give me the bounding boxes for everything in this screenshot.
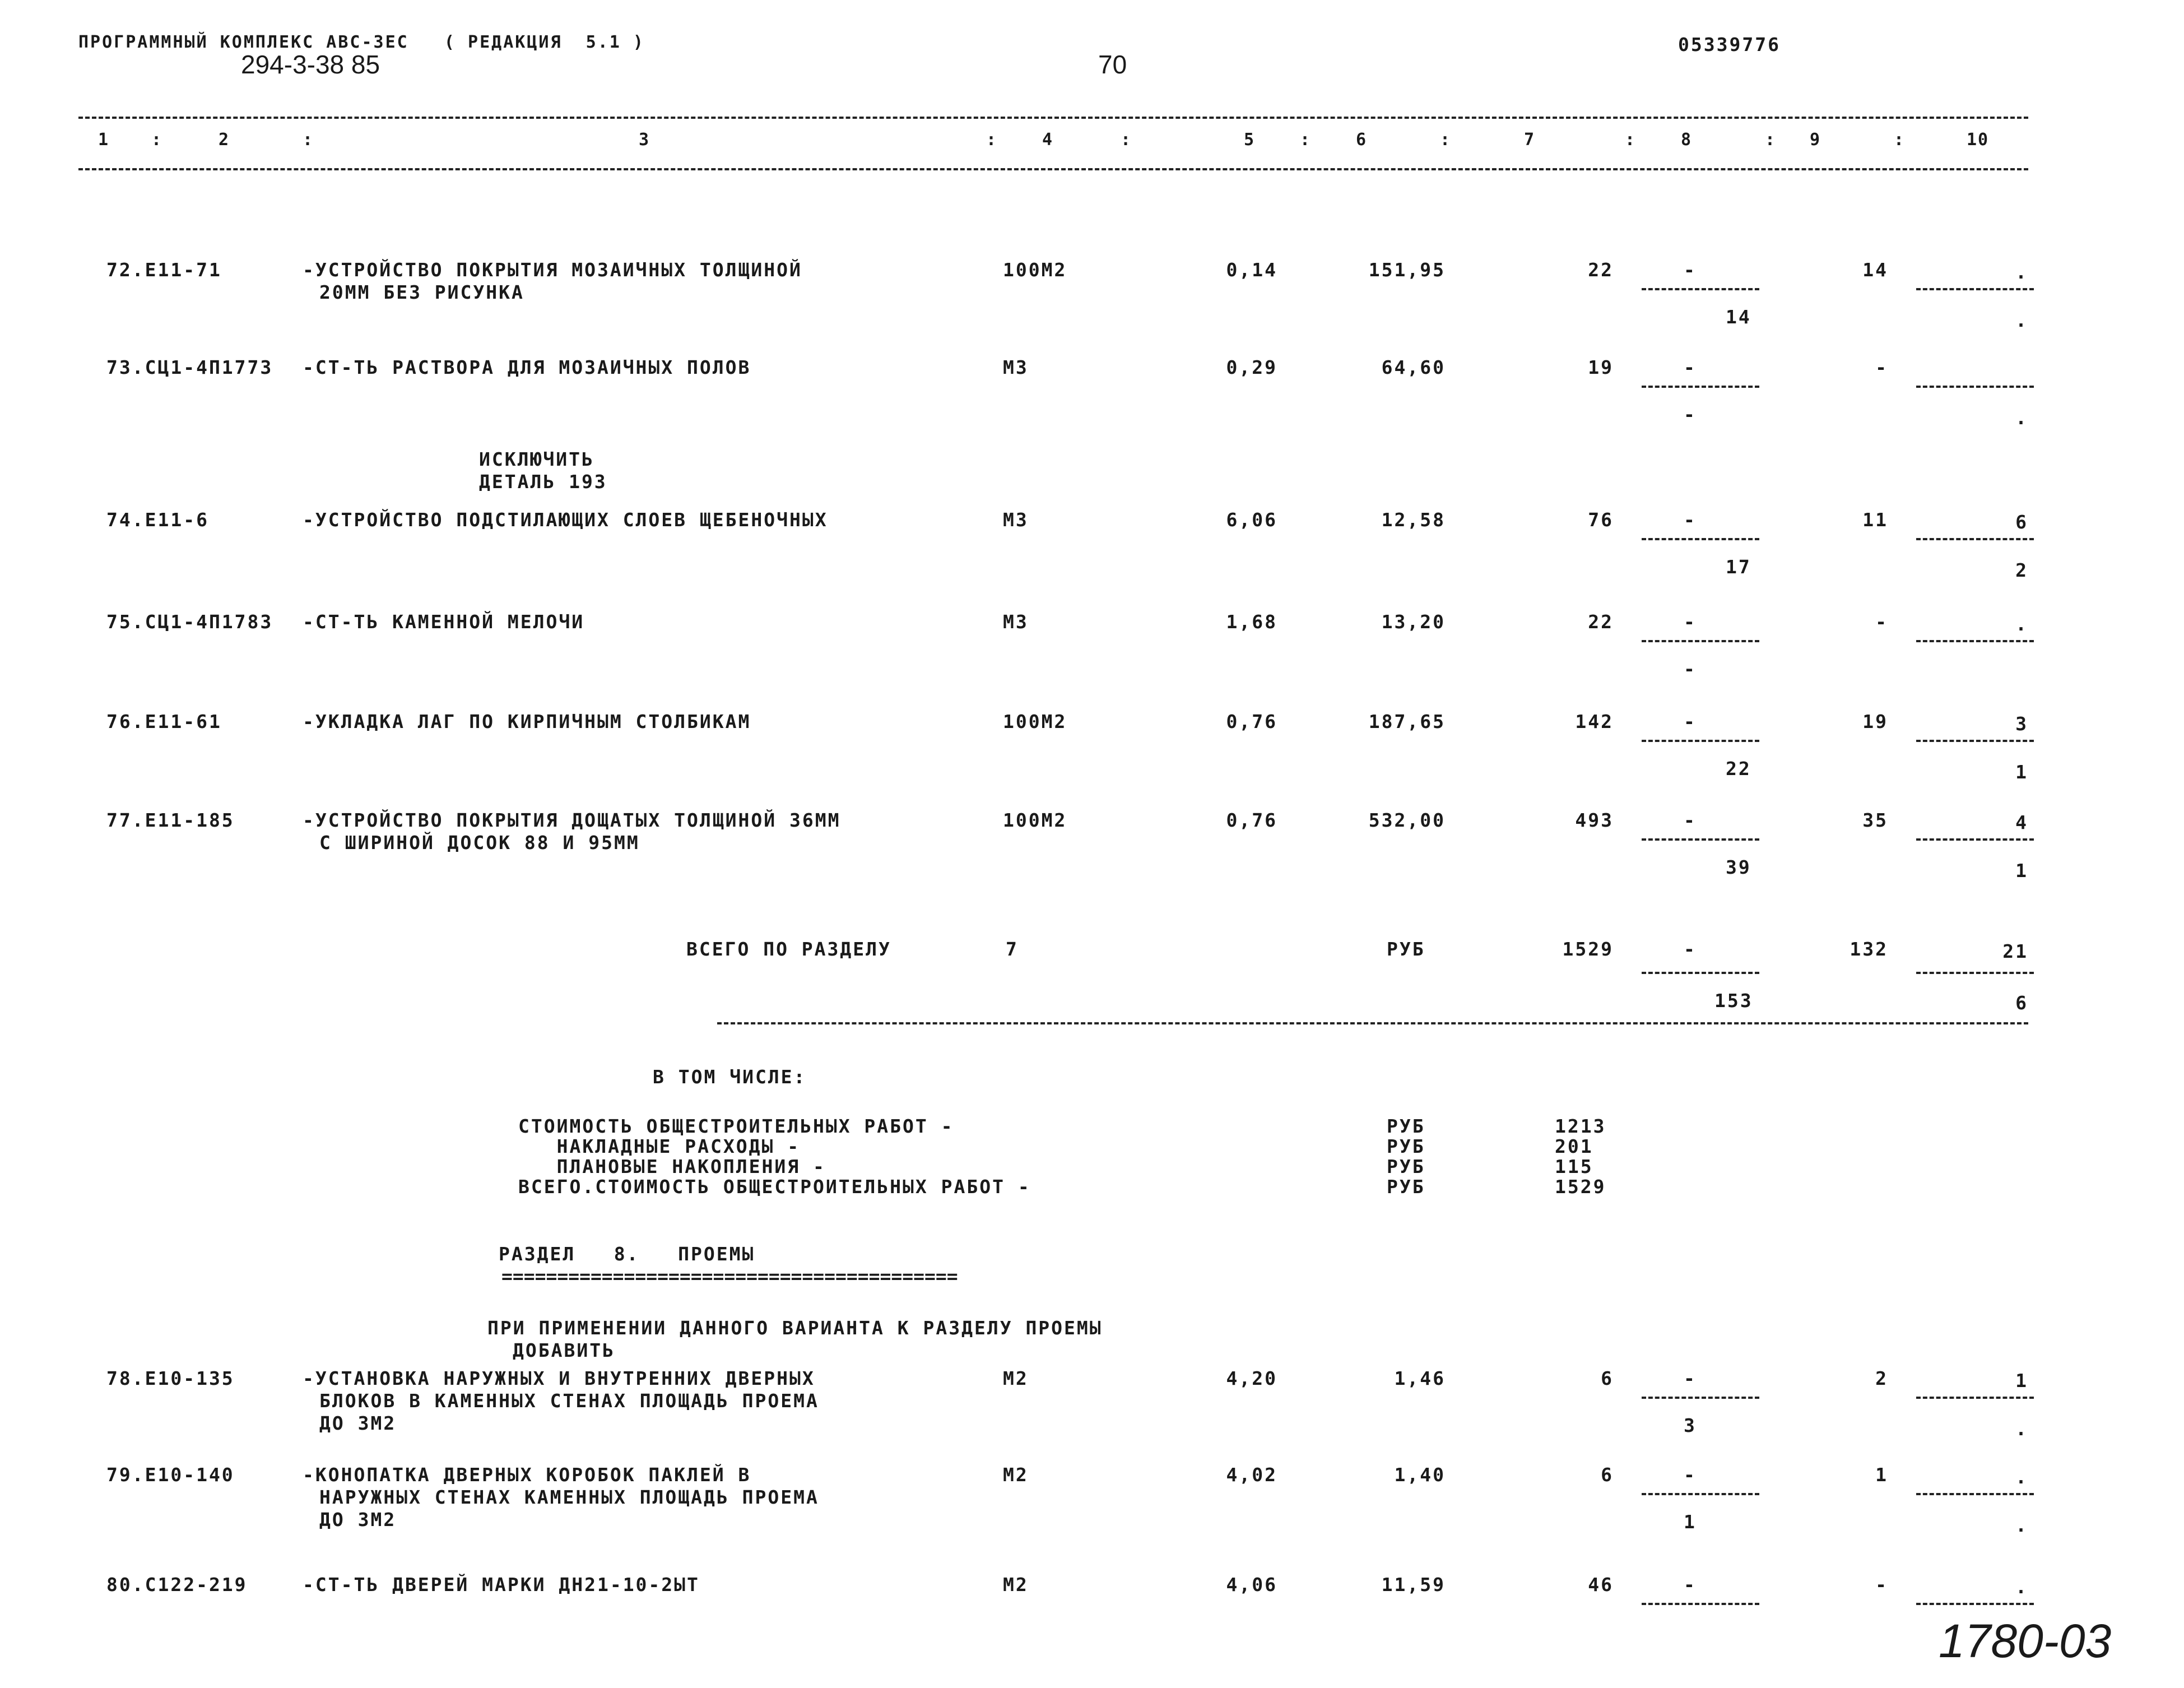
- column-header-1: 1: [98, 130, 110, 150]
- header-rule-top: [78, 117, 2028, 119]
- row-col10-bottom: 2: [2015, 559, 2028, 581]
- row-col9: 19: [1862, 711, 1888, 732]
- row-code: 72.Е11-71: [106, 259, 222, 281]
- including-item-unit: РУБ: [1387, 1156, 1425, 1177]
- row-quantity: 0,14: [1226, 259, 1277, 281]
- row-col8-top: -: [1684, 1464, 1697, 1486]
- row-col10-bottom: 1: [2015, 761, 2028, 783]
- row-description: НАРУЖНЫХ СТЕНАХ КАМЕННЫХ ПЛОЩАДЬ ПРОЕМА: [319, 1486, 819, 1508]
- row-total: 493: [1575, 809, 1614, 831]
- column-header-4: 4: [1042, 130, 1054, 150]
- row-col10-rule: [1916, 1603, 2034, 1605]
- row-unit: М2: [1003, 1574, 1029, 1596]
- including-item-label: СТОИМОСТЬ ОБЩЕСТРОИТЕЛЬНЫХ РАБОТ -: [518, 1115, 954, 1137]
- row-col8-top: -: [1684, 1574, 1697, 1596]
- including-item-unit: РУБ: [1387, 1115, 1425, 1137]
- column-separator: :: [1440, 130, 1452, 150]
- row-col10-bottom: .: [2015, 309, 2028, 331]
- row-col8-rule: [1642, 1493, 1759, 1495]
- row-description: -УСТРОЙСТВО ПОКРЫТИЯ ДОЩАТЫХ ТОЛЩИНОЙ 36ММ: [303, 809, 841, 831]
- row-col10-bottom: 1: [2015, 860, 2028, 882]
- column-separator: :: [1894, 130, 1906, 150]
- row-total: 142: [1575, 711, 1614, 732]
- row-col8-bottom: 39: [1726, 856, 1751, 878]
- row-col8-rule: [1642, 386, 1759, 388]
- row-col10-bottom: .: [2015, 1418, 2028, 1440]
- row-total: 76: [1588, 509, 1614, 531]
- row-total: 19: [1588, 356, 1614, 378]
- row-unit-price: 532,00: [1368, 809, 1446, 831]
- row-col10-top: 6: [2015, 511, 2028, 533]
- row-col8-bottom: -: [1684, 404, 1697, 425]
- including-item-value: 1529: [1555, 1176, 1606, 1198]
- row-unit: М3: [1003, 509, 1029, 531]
- column-header-8: 8: [1681, 130, 1693, 150]
- row-col9: -: [1875, 356, 1888, 378]
- row-unit: М2: [1003, 1367, 1029, 1389]
- including-item-label: ВСЕГО.СТОИМОСТЬ ОБЩЕСТРОИТЕЛЬНЫХ РАБОТ -: [518, 1176, 1031, 1198]
- column-separator: :: [1625, 130, 1637, 150]
- program-line: ПРОГРАММНЫЙ КОМПЛЕКС АВС-ЗЕС ( РЕДАКЦИЯ 5.1 ): [78, 33, 645, 52]
- row-col10-rule: [1916, 1493, 2034, 1495]
- row-unit-price: 11,59: [1381, 1574, 1446, 1596]
- row-description: -УСТРОЙСТВО ПОКРЫТИЯ МОЗАИЧНЫХ ТОЛЩИНОЙ: [303, 259, 802, 281]
- row-col8-rule: [1642, 1397, 1759, 1399]
- row-prefix-note: ДЕТАЛЬ 193: [479, 471, 607, 493]
- row-col9: 14: [1862, 259, 1888, 281]
- row-col8-top: -: [1684, 611, 1697, 633]
- row-code: 78.Е10-135: [106, 1367, 235, 1389]
- column-separator: :: [303, 130, 314, 150]
- row-total: 6: [1601, 1367, 1614, 1389]
- row-description: -УСТРОЙСТВО ПОДСТИЛАЮЩИХ СЛОЕВ ЩЕБЕНОЧНЫХ: [303, 509, 828, 531]
- row-quantity: 0,76: [1226, 711, 1277, 732]
- row-col8-rule: [1642, 640, 1759, 642]
- header-rule-bottom: [78, 168, 2028, 170]
- row-col9: -: [1875, 1574, 1888, 1596]
- row-description: -УСТАНОВКА НАРУЖНЫХ И ВНУТРЕННИХ ДВЕРНЫХ: [303, 1367, 815, 1389]
- row-description: -УКЛАДКА ЛАГ ПО КИРПИЧНЫМ СТОЛБИКАМ: [303, 711, 751, 732]
- column-separator: :: [1121, 130, 1132, 150]
- row-prefix-note: ИСКЛЮЧИТЬ: [479, 448, 594, 470]
- row-quantity: 6,06: [1226, 509, 1277, 531]
- row-col10-rule: [1916, 386, 2034, 388]
- doc-number: 294-3-38 85: [241, 50, 380, 79]
- row-col10-top: 1: [2015, 1370, 2028, 1392]
- column-header-2: 2: [219, 130, 230, 150]
- row-col8-bottom: -: [1684, 658, 1697, 680]
- including-item-label: НАКЛАДНЫЕ РАСХОДЫ -: [518, 1135, 801, 1157]
- row-code: 75.СЦ1-4П1783: [106, 611, 273, 633]
- including-item-value: 201: [1555, 1135, 1593, 1157]
- row-unit: 100М2: [1003, 809, 1067, 831]
- section-total-c9: 132: [1850, 938, 1888, 960]
- handwritten-note: 1780-03: [1939, 1615, 2112, 1667]
- column-separator: :: [986, 130, 998, 150]
- row-col10-rule: [1916, 1397, 2034, 1399]
- section8-underline: =========================================: [501, 1265, 958, 1287]
- row-total: 6: [1601, 1464, 1614, 1486]
- section8-note-line2: ДОБАВИТЬ: [513, 1339, 615, 1361]
- row-description: -СТ-ТЬ РАСТВОРА ДЛЯ МОЗАИЧНЫХ ПОЛОВ: [303, 356, 751, 378]
- document-code: 05339776: [1678, 34, 1781, 55]
- row-quantity: 4,02: [1226, 1464, 1277, 1486]
- row-col8-rule: [1642, 740, 1759, 742]
- column-separator: :: [151, 130, 163, 150]
- row-col9: 2: [1875, 1367, 1888, 1389]
- row-code: 74.Е11-6: [106, 509, 209, 531]
- row-code: 77.Е11-185: [106, 809, 235, 831]
- row-col9: 35: [1862, 809, 1888, 831]
- row-description: ДО 3М2: [319, 1412, 397, 1434]
- column-separator: :: [1765, 130, 1777, 150]
- row-description: -СТ-ТЬ ДВЕРЕЙ МАРКИ ДН21-10-2ЫТ: [303, 1574, 700, 1596]
- row-col10-top: .: [2015, 1466, 2028, 1488]
- row-col10-rule: [1916, 288, 2034, 290]
- row-description: ДО 3М2: [319, 1509, 397, 1531]
- row-description: 20ММ БЕЗ РИСУНКА: [319, 281, 524, 303]
- row-col8-rule: [1642, 288, 1759, 290]
- row-unit: 100М2: [1003, 259, 1067, 281]
- row-col8-rule: [1642, 1603, 1759, 1605]
- row-unit-price: 64,60: [1381, 356, 1446, 378]
- column-separator: :: [1300, 130, 1312, 150]
- row-unit-price: 13,20: [1381, 611, 1446, 633]
- row-col8-bottom: 1: [1684, 1511, 1697, 1533]
- column-header-9: 9: [1810, 130, 1821, 150]
- row-total: 22: [1588, 611, 1614, 633]
- row-col10-rule: [1916, 538, 2034, 540]
- including-item-label: ПЛАНОВЫЕ НАКОПЛЕНИЯ -: [518, 1156, 826, 1177]
- row-description: БЛОКОВ В КАМЕННЫХ СТЕНАХ ПЛОЩАДЬ ПРОЕМА: [319, 1390, 819, 1412]
- row-unit: М3: [1003, 611, 1029, 633]
- row-unit-price: 1,46: [1394, 1367, 1446, 1389]
- row-col8-bottom: 22: [1726, 758, 1751, 780]
- row-col9: 11: [1862, 509, 1888, 531]
- row-col10-top: .: [2015, 613, 2028, 635]
- column-header-7: 7: [1524, 130, 1536, 150]
- row-col8-top: -: [1684, 259, 1697, 281]
- row-unit: 100М2: [1003, 711, 1067, 732]
- row-col8-top: -: [1684, 711, 1697, 732]
- row-col8-bottom: 17: [1726, 556, 1751, 578]
- row-code: 73.СЦ1-4П1773: [106, 356, 273, 378]
- row-col8-top: -: [1684, 356, 1697, 378]
- row-quantity: 4,20: [1226, 1367, 1277, 1389]
- section-total-label: ВСЕГО ПО РАЗДЕЛУ: [686, 938, 891, 960]
- row-total: 22: [1588, 259, 1614, 281]
- row-col10-top: .: [2015, 261, 2028, 283]
- row-unit-price: 151,95: [1368, 259, 1446, 281]
- row-col8-top: -: [1684, 809, 1697, 831]
- row-description: С ШИРИНОЙ ДОСОК 88 И 95ММ: [319, 832, 640, 854]
- row-total: 46: [1588, 1574, 1614, 1596]
- row-col8-bottom: 14: [1726, 306, 1751, 328]
- section-total-c10-rule: [1916, 972, 2034, 974]
- section-total-c10-bottom: 6: [2015, 992, 2028, 1014]
- including-label: В ТОМ ЧИСЛЕ:: [653, 1066, 807, 1088]
- row-code: 80.С122-219: [106, 1574, 248, 1596]
- including-item-value: 115: [1555, 1156, 1593, 1177]
- section-total-c8-rule: [1642, 972, 1759, 974]
- row-quantity: 1,68: [1226, 611, 1277, 633]
- row-col10-rule: [1916, 640, 2034, 642]
- row-col9: 1: [1875, 1464, 1888, 1486]
- row-description: -СТ-ТЬ КАМЕННОЙ МЕЛОЧИ: [303, 611, 585, 633]
- including-item-unit: РУБ: [1387, 1176, 1425, 1198]
- row-col8-bottom: 3: [1684, 1415, 1697, 1436]
- row-col10-top: .: [2015, 1576, 2028, 1598]
- row-col10-top: 3: [2015, 713, 2028, 735]
- row-quantity: 0,76: [1226, 809, 1277, 831]
- row-col8-top: -: [1684, 1367, 1697, 1389]
- section-total-unit: РУБ: [1387, 938, 1425, 960]
- section-total-c10-top: 21: [2002, 940, 2028, 962]
- column-header-6: 6: [1356, 130, 1368, 150]
- column-header-3: 3: [639, 130, 650, 150]
- row-col10-bottom: .: [2015, 1514, 2028, 1536]
- row-col10-rule: [1916, 838, 2034, 841]
- section-total-number: 7: [1006, 938, 1019, 960]
- row-col8-top: -: [1684, 509, 1697, 531]
- row-unit-price: 12,58: [1381, 509, 1446, 531]
- row-description: -КОНОПАТКА ДВЕРНЫХ КОРОБОК ПАКЛЕЙ В: [303, 1464, 751, 1486]
- section-total-value: 1529: [1562, 938, 1614, 960]
- column-header-5: 5: [1244, 130, 1256, 150]
- column-header-10: 10: [1967, 130, 1990, 150]
- section-total-c8-top: -: [1684, 938, 1697, 960]
- section8-note-line1: ПРИ ПРИМЕНЕНИИ ДАННОГО ВАРИАНТА К РАЗДЕЛУ ПРОЕМЫ: [487, 1317, 1103, 1339]
- row-col9: -: [1875, 611, 1888, 633]
- row-unit: М3: [1003, 356, 1029, 378]
- row-code: 79.Е10-140: [106, 1464, 235, 1486]
- row-col10-rule: [1916, 740, 2034, 742]
- row-col8-rule: [1642, 838, 1759, 841]
- row-quantity: 0,29: [1226, 356, 1277, 378]
- row-unit-price: 1,40: [1394, 1464, 1446, 1486]
- row-col8-rule: [1642, 538, 1759, 540]
- row-col10-bottom: .: [2015, 407, 2028, 429]
- row-quantity: 4,06: [1226, 1574, 1277, 1596]
- row-code: 76.Е11-61: [106, 711, 222, 732]
- section8-title: РАЗДЕЛ 8. ПРОЕМЫ: [499, 1243, 755, 1265]
- section-total-rule: [717, 1022, 2028, 1024]
- including-item-unit: РУБ: [1387, 1135, 1425, 1157]
- page-number: 70: [1098, 50, 1127, 79]
- row-unit: М2: [1003, 1464, 1029, 1486]
- row-unit-price: 187,65: [1368, 711, 1446, 732]
- section-total-c8-bottom: 153: [1714, 990, 1753, 1012]
- including-item-value: 1213: [1555, 1115, 1606, 1137]
- row-col10-top: 4: [2015, 811, 2028, 833]
